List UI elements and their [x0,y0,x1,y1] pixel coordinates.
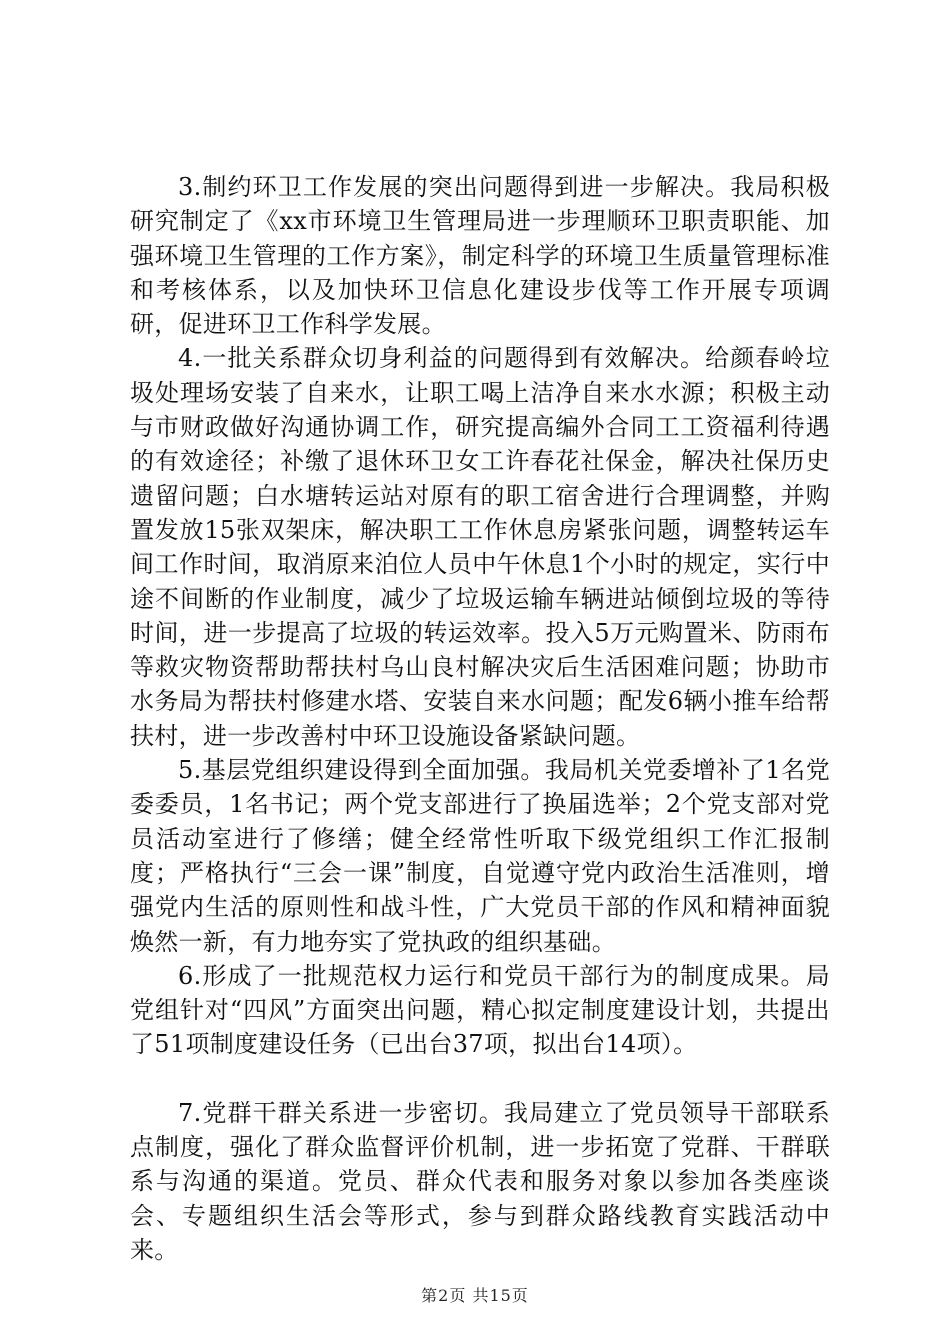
paragraph-item-5: 5.基层党组织建设得到全面加强。我局机关党委增补了1名党委委员，1名书记；两个党支部进行了换届选举；2个党支部对党员活动室进行了修缮；健全经常性听取下级党组织工作汇报制度；严格执行“三会一课”制度，自觉遵守党内政治生活准则，增强党内生活的原则性和战斗性，广大党员干部的作风和精神面貌焕然一新，有力地夯实了党执政的组织基础。 [130,756,830,956]
paragraph-item-4: 4.一批关系群众切身利益的问题得到有效解决。给颜春岭垃圾处理场安装了自来水，让职工喝上洁净自来水水源；积极主动与市财政做好沟通协调工作，研究提高编外合同工工资福利待遇的有效途径；补缴了退休环卫女工许春花社保金，解决社保历史遗留问题；白水塘转运站对原有的职工宿舍进行合理调整，并购置发放15张双架床，解决职工工作休息房紧张问题，调整转运车间工作时间，取消原来泊位人员中午休息1个小时的规定，实行中途不间断的作业制度，减少了垃圾运输车辆进站倾倒垃圾的等待时间，进一步提高了垃圾的转运效率。投入5万元购置米、防雨布等救灾物资帮助帮扶村乌山良村解决灾后生活困难问题；协助市水务局为帮扶村修建水塔、安装自来水问题；配发6辆小推车给帮扶村，进一步改善村中环卫设施设备紧缺问题。 [130,344,830,750]
document-body [130,170,830,1267]
paragraph-item-7: 7.党群干群关系进一步密切。我局建立了党员领导干部联系点制度，强化了群众监督评价机制，进一步拓宽了党群、干群联系与沟通的渠道。党员、群众代表和服务对象以参加各类座谈会、专题组织生活会等形式，参与到群众路线教育实践活动中来。 [130,1098,830,1264]
page-number-footer: 第2页 共15页 [421,1286,529,1305]
paragraph-item-3: 3.制约环卫工作发展的突出问题得到进一步解决。我局积极研究制定了《xx市环境卫生管理局进一步理顺环卫职责职能、加强环境卫生管理的工作方案》，制定科学的环境卫生质量管理标准和考核体系，以及加快环卫信息化建设步伐等工作开展专项调研，促进环卫工作科学发展。 [130,173,830,339]
paragraph-item-6: 6.形成了一批规范权力运行和党员干部行为的制度成果。局党组针对“四风”方面突出问题，精心拟定制度建设计划，共提出了51项制度建设任务（已出台37项，拟出台14项）。 [130,961,830,1059]
